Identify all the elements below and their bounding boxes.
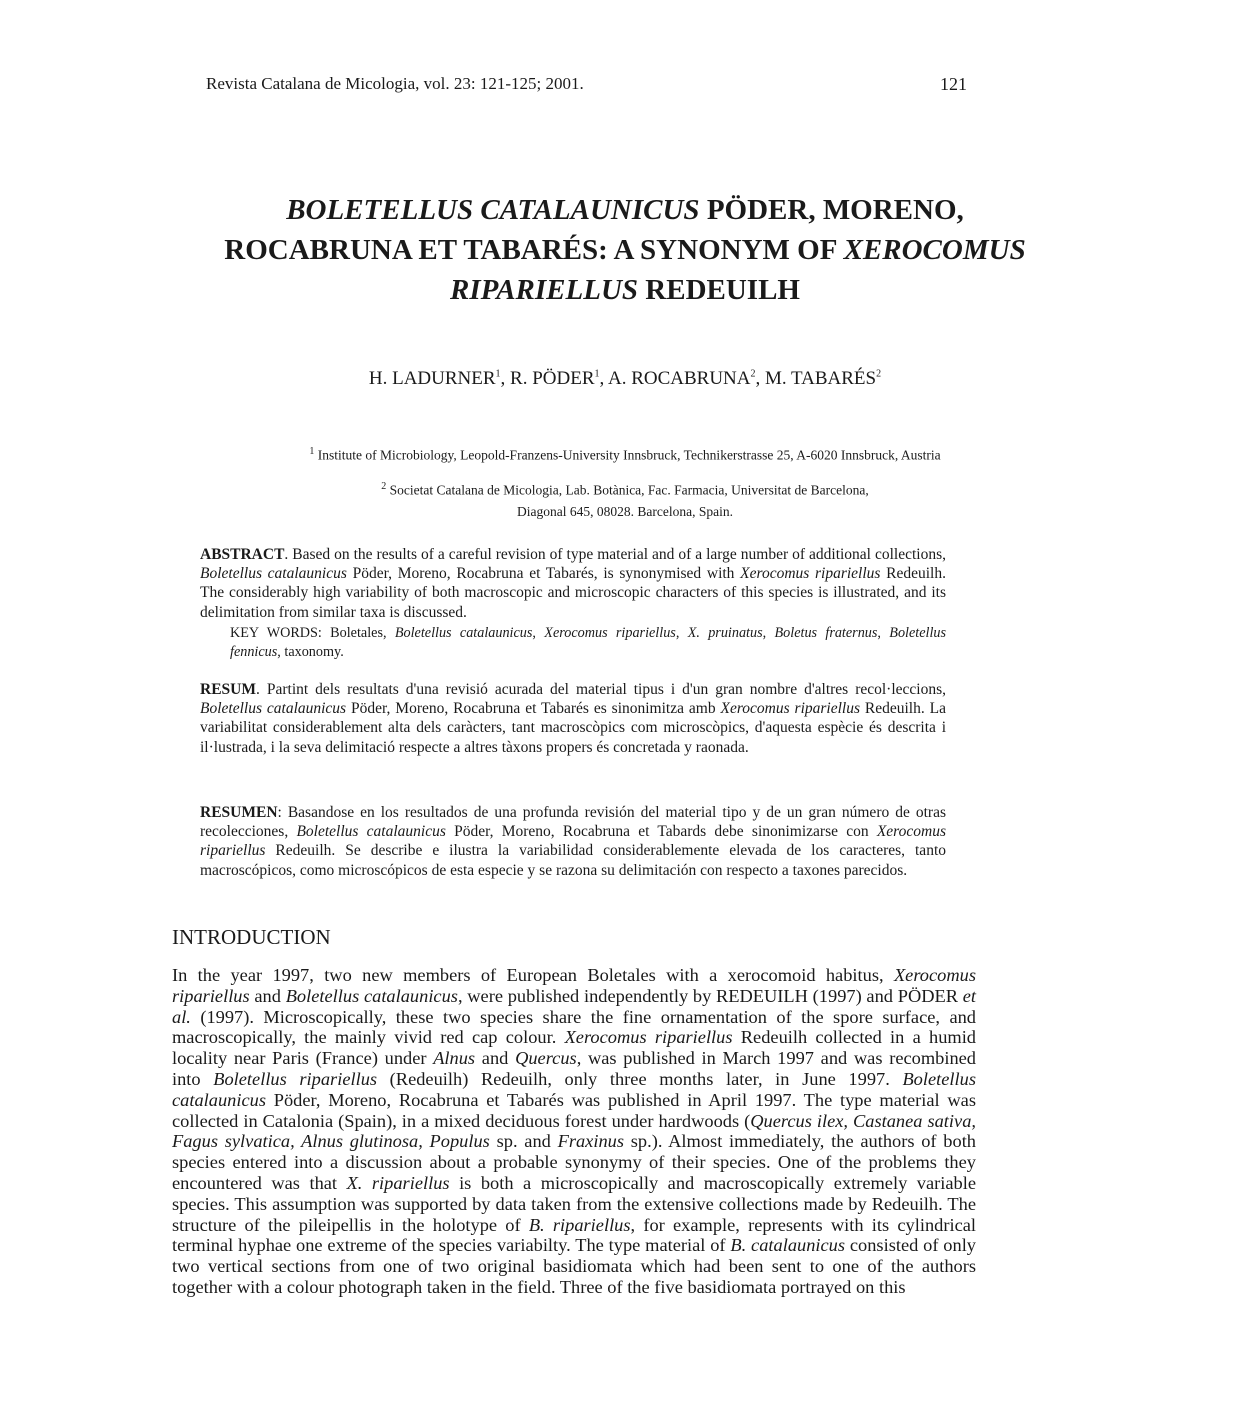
paper-title [130, 190, 1120, 310]
resum-text: Redeuilh. La variabilitat considerablement alta dels caràcters, tant macroscòpics com microscòpics, d'aquesta espècie és descrita i il·lustrada, i la seva delimitació respecte a altres tàxons propers és concretada y raonada. [200, 700, 946, 756]
resum-text: Pöder, Moreno, Rocabruna et Tabarés es sinonimitza amb [346, 700, 721, 718]
intro-text: sp.). Almost immediately, the authors of both species entered into a discussion about a probable synonymy of their species. One of the problems they encountered was that [172, 1131, 977, 1193]
resumen-label: RESUMEN [200, 804, 278, 821]
affiliation-2-line-2: Diagonal 645, 08028. Barcelona, Spain. [517, 503, 733, 519]
keyword-sep: , [675, 625, 688, 641]
intro-text: consisted of only two vertical sections from one of two original basidiomata which had been sent to one of the authors together with a colour photograph taken in the field. Three of the five basidiomata portrayed on this [172, 1235, 976, 1297]
running-head: Revista Catalana de Micologia, vol. 23: 121-125; 2001. [206, 74, 584, 93]
intro-italic: Xerocomus ripariellus [172, 965, 976, 1006]
section-heading-introduction: INTRODUCTION [172, 925, 331, 949]
title-line-2 [130, 230, 1120, 270]
resumen-text: Redeuilh. Se describe e ilustra la variabilidad considerablemente elevada de los caracteres, tanto macroscópicos, como microscópicos de esta especie y se razona su delimitación con respecto a taxones parecidos. [200, 842, 946, 879]
resum-text: . Partint dels resultats d'una revisió acurada del material tipus i d'un gran nombre d'altres recol·leccions, [255, 681, 946, 698]
introduction-paragraph [172, 965, 976, 1298]
keyword: X. pruinatus [687, 625, 763, 641]
author-tabares: , M. TABARÉS [755, 368, 877, 389]
intro-text: and [249, 985, 286, 1006]
intro-text: Redeuilh collected in a humid locality near Paris (France) under [172, 1027, 976, 1069]
intro-text: , for example, represents with its cylindrical terminal hyphae one extreme of the species variabilty. The type material of [172, 1214, 977, 1256]
intro-text: and [475, 1048, 516, 1069]
author-rocabruna: , A. ROCABRUNA [599, 368, 751, 389]
key-words [230, 624, 946, 662]
affiliation-sup: 1 [309, 446, 315, 457]
affiliation-2-line-1 [200, 476, 1050, 501]
abstract-italic: Xerocomus ripariellus [740, 565, 881, 583]
keywords-end: , taxonomy. [277, 644, 344, 661]
title-genus-catalaunicus: BOLETELLUS CATALAUNICUS [286, 194, 700, 226]
abstract-label: ABSTRACT [200, 546, 285, 563]
keyword-sep: , [532, 625, 545, 641]
title-authors-part: PÖDER, MORENO, [699, 194, 964, 226]
resumen-text: : Basandose en los resultados de una profunda revisión del material tipo y de un gran número de otras recolecciones, [200, 804, 946, 841]
intro-text: is both a microscopically and macroscopically extremely variable species. This assumption was supported by data taken from the extensive collections made by Redeuilh. The structure of the pileipellis in the holotype of [172, 1172, 976, 1235]
keyword: Xerocomus ripariellus [544, 625, 676, 641]
intro-italic: Boletellus catalaunicus [285, 985, 458, 1006]
intro-italic: et al. [172, 985, 977, 1027]
keyword-sep: , [877, 625, 890, 641]
intro-text: sp. and [489, 1131, 558, 1152]
intro-italic: Alnus [433, 1048, 476, 1069]
affiliation-2-text: Societat Catalana de Micologia, Lab. Botànica, Fac. Farmacia, Universitat de Barcelona, [389, 482, 869, 498]
keyword: Boletus fraternus [774, 625, 878, 641]
resum-italic: Xerocomus ripariellus [720, 700, 860, 718]
resum-italic: Boletellus catalaunicus [200, 700, 347, 718]
title-synonym-part: ROCABRUNA ET TABARÉS: A SYNONYM OF [224, 234, 844, 266]
intro-italic: B. catalaunicus [730, 1235, 846, 1256]
title-line-3 [130, 270, 1120, 310]
intro-text: Pöder, Moreno, Rocabruna et Tabarés was published in April 1997. The type material was collected in Catalonia (Spain), in a mixed deciduous forest under hardwoods ( [172, 1089, 976, 1131]
intro-text: , were published independently by REDEUILH (1997) and PÖDER [457, 985, 963, 1006]
author-sup: 1 [495, 368, 501, 380]
resum-label: RESUM [200, 681, 256, 698]
author-poder: , R. PÖDER [500, 368, 595, 389]
title-genus-xerocomus: XEROCOMUS [843, 234, 1026, 266]
affiliation-1-text: Institute of Microbiology, Leopold-Franzens-University Innsbruck, Technikerstrasse 25, A-6020 Innsbruck, Austria [317, 447, 941, 463]
intro-text: , was published in March 1997 and was recombined into [172, 1048, 977, 1089]
intro-italic: B. ripariellus [528, 1214, 631, 1235]
intro-text: (1997). Microscopically, these two species share the fine ornamentation of the spore surface, and macroscopically, the mainly vivid red cap colour. [172, 1006, 976, 1048]
abstract-text: Redeuilh. The considerably high variability of both macroscopic and microscopic characters of this species is illustrated, and its delimitation from similar taxa is discussed. [200, 565, 946, 621]
author-sup: 2 [750, 368, 756, 380]
abstract-text: . Based on the results of a careful revision of type material and of a large number of additional collections, [284, 546, 946, 563]
abstract [200, 545, 946, 622]
page-number: 121 [940, 74, 967, 94]
affiliation-sup: 2 [381, 481, 387, 492]
intro-text: In the year 1997, two new members of European Boletales with a xerocomoid habitus, [172, 965, 894, 985]
abstract-text: Pöder, Moreno, Rocabruna et Tabarés, is synonymised with [346, 565, 741, 583]
resumen-italic: Boletellus catalaunicus [296, 823, 446, 841]
resum [200, 680, 946, 757]
intro-italic: Quercus ilex, Castanea sativa, Fagus sylvatica, Alnus glutinosa, Populus [172, 1110, 976, 1152]
resumen [200, 803, 946, 880]
intro-italic: X. ripariellus [346, 1172, 450, 1193]
intro-italic: Fraxinus [557, 1131, 624, 1152]
keywords-label: KEY WORDS: Boletales, [230, 625, 395, 641]
intro-italic: Boletellus catalaunicus [172, 1068, 976, 1110]
keyword-sep: , [762, 625, 775, 641]
title-redeuilh: REDEUILH [638, 274, 800, 306]
intro-text: (Redeuilh) Redeuilh, only three months later, in June 1997. [377, 1068, 903, 1089]
title-species-ripariellus: RIPARIELLUS [450, 274, 639, 306]
title-line-1 [130, 190, 1120, 230]
resumen-text: Pöder, Moreno, Rocabruna et Tabards debe sinonimizarse con [445, 823, 877, 841]
intro-italic: Quercus [515, 1048, 577, 1069]
keyword: Boletellus catalaunicus [394, 625, 533, 641]
affiliation-2 [200, 476, 1050, 522]
affiliation-1 [200, 446, 1050, 464]
resumen-italic: Xerocomus ripariellus [200, 823, 946, 860]
author-list [0, 368, 1250, 390]
intro-italic: Xerocomus ripariellus [564, 1027, 733, 1048]
abstract-italic: Boletellus catalaunicus [200, 565, 347, 583]
keyword: Boletellus fennicus [230, 625, 947, 661]
author-sup: 2 [876, 368, 882, 380]
author-sup: 1 [594, 368, 600, 380]
author-ladurner: H. LADURNER [368, 368, 496, 389]
intro-italic: Boletellus ripariellus [213, 1068, 378, 1089]
